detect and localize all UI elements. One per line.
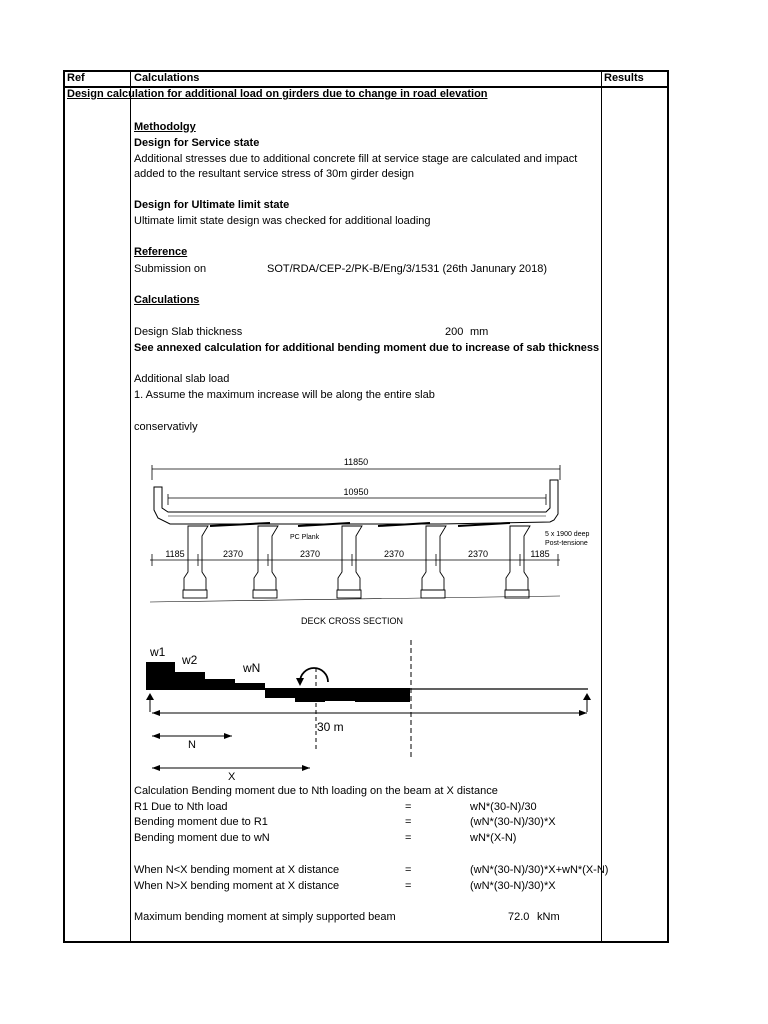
formula-intro: Calculation Bending moment due to Nth loading on the beam at X distance [134, 785, 498, 797]
inner-width-label: 10950 [343, 487, 369, 497]
service-state-text-2: added to the resultant service stress of 30m girder design [134, 168, 415, 180]
formula-value-bm-r1: (wN*(30-N)/30)*X [470, 816, 556, 828]
formula-value-n-greater-x: (wN*(30-N)/30)*X [470, 880, 556, 892]
deck-cross-section-drawing [140, 450, 600, 635]
formula-label-n-greater-x: When N>X bending moment at X distance [134, 880, 340, 892]
formula-label-n-less-x: When N<X bending moment at X distance [134, 864, 340, 876]
pc-plank-label: PC Plank [290, 534, 320, 541]
formula-value-r1: wN*(30-N)/30 [470, 801, 537, 813]
spacing-label-3: 2370 [299, 549, 321, 559]
formula-label-bm-wn: Bending moment due to wN [134, 832, 270, 844]
formula-eq-bm-r1: = [405, 816, 412, 828]
header-calculations: Calculations [134, 72, 200, 84]
annex-note: See annexed calculation for additional bending moment due to increase of sab thickness [134, 342, 600, 354]
page-title: Design calculation for additional load on girders due to change in road elevation [67, 88, 488, 100]
service-state-heading: Design for Service state [134, 137, 260, 149]
max-moment-label: Maximum bending moment at simply supported beam [134, 911, 396, 923]
load-wn-label: wN [243, 661, 261, 675]
formula-value-bm-wn: wN*(X-N) [470, 832, 517, 844]
additional-slab-load: Additional slab load [134, 373, 230, 385]
uls-heading: Design for Ultimate limit state [134, 199, 290, 211]
reference-label: Submission on [134, 263, 207, 275]
methodology-heading: Methodolgy [134, 121, 196, 133]
formula-eq-r1: = [405, 801, 412, 813]
conservative-text: conservativly [134, 421, 198, 433]
reference-value: SOT/RDA/CEP-2/PK-B/Eng/3/1531 (26th Janunary 2018) [267, 263, 548, 275]
formula-eq-n-greater-x: = [405, 880, 412, 892]
calculations-heading: Calculations [134, 294, 200, 306]
header-results: Results [604, 72, 644, 84]
x-label: X [228, 771, 236, 783]
assumption-text: 1. Assume the maximum increase will be along the entire slab [134, 389, 435, 401]
results-column-divider [601, 70, 602, 943]
spacing-label-5: 2370 [467, 549, 489, 559]
formula-eq-bm-wn: = [405, 832, 412, 844]
load-w2-label: w2 [182, 653, 198, 667]
spacing-label-1: 1185 [165, 549, 185, 559]
service-state-text-1: Additional stresses due to additional concrete fill at service stage are calculated and impact [134, 153, 578, 165]
span-label: 30 m [317, 720, 344, 734]
spacing-label-2: 2370 [222, 549, 244, 559]
girder-note-1: 5 x 1900 deep [545, 531, 590, 538]
girder-note-2: Post-tensione [545, 540, 588, 547]
n-label: N [188, 739, 196, 751]
max-moment-unit: kNm [537, 911, 560, 923]
formula-label-bm-r1: Bending moment due to R1 [134, 816, 268, 828]
max-moment-value: 72.0 [508, 911, 530, 923]
deck-cross-section-caption: DECK CROSS SECTION [300, 616, 404, 626]
overall-width-label: 11850 [343, 457, 369, 467]
ref-column-divider [130, 70, 131, 943]
header-ref: Ref [67, 72, 85, 84]
load-diagram [140, 640, 600, 785]
formula-label-r1: R1 Due to Nth load [134, 801, 228, 813]
slab-thickness-unit: mm [470, 326, 489, 338]
slab-thickness-label: Design Slab thickness [134, 326, 243, 338]
formula-value-n-less-x: (wN*(30-N)/30)*X+wN*(X-N) [470, 864, 609, 876]
formula-eq-n-less-x: = [405, 864, 412, 876]
reference-heading: Reference [134, 246, 188, 258]
slab-thickness-value: 200 [445, 326, 464, 338]
spacing-label-4: 2370 [383, 549, 405, 559]
uls-text: Ultimate limit state design was checked for additional loading [134, 215, 431, 227]
load-w1-label: w1 [150, 645, 166, 659]
spacing-label-6: 1185 [530, 549, 550, 559]
